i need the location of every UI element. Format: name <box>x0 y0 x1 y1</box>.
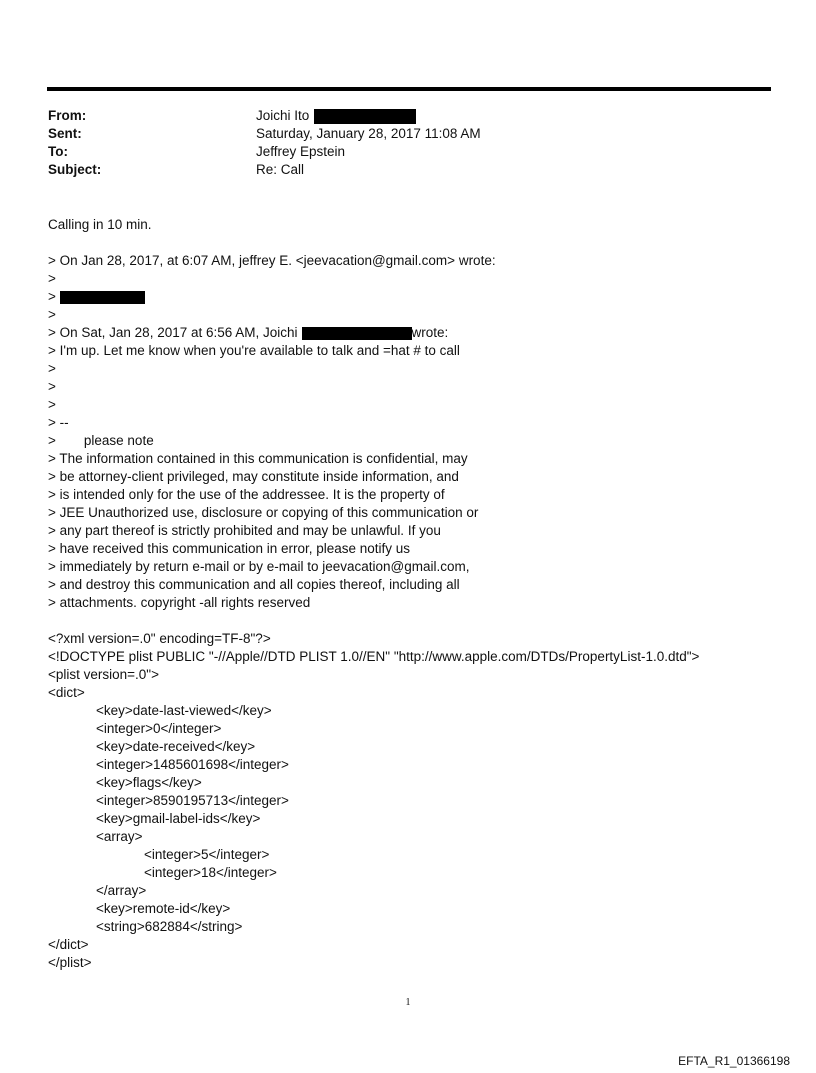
subject-row <box>48 161 481 179</box>
from-label: From: <box>48 108 87 123</box>
plist-line: <dict> <box>48 685 85 700</box>
redaction-box <box>60 291 145 304</box>
plist-line: <key>remote-id</key> <box>96 901 231 916</box>
disclaimer-line: > have received this communication in error, please notify us <box>48 541 411 556</box>
plist-line: <integer>18</integer> <box>144 865 277 880</box>
plist-line: <key>date-last-viewed</key> <box>96 703 272 718</box>
plist-line: <key>gmail-label-ids</key> <box>96 811 261 826</box>
please-note-line: > please note <box>48 433 154 448</box>
quoted-on-sat: > On Sat, Jan 28, 2017 at 6:56 AM, Joichi wrote: <box>48 325 449 340</box>
email-body <box>48 216 788 972</box>
plist-line: <?xml version=.0" encoding=TF-8"?> <box>48 631 271 646</box>
document-id: EFTA_R1_01366198 <box>678 1054 790 1068</box>
plist-line: <integer>8590195713</integer> <box>96 793 289 808</box>
disclaimer-line: > any part thereof is strictly prohibited and may be unlawful. If you <box>48 523 441 538</box>
to-row <box>48 143 481 161</box>
plist-line: </array> <box>96 883 147 898</box>
plist-line: <key>flags</key> <box>96 775 202 790</box>
quote-marker: > <box>48 307 56 322</box>
quote-marker: > <box>48 379 56 394</box>
quoted-redacted-line: > <box>48 288 788 306</box>
disclaimer-line: > immediately by return e-mail or by e-mail to jeevacation@gmail.com, <box>48 559 470 574</box>
quoted-header: > On Jan 28, 2017, at 6:07 AM, jeffrey E. <jeevacation@gmail.com> wrote: <box>48 253 496 268</box>
disclaimer-line: > JEE Unauthorized use, disclosure or copying of this communication or <box>48 505 479 520</box>
subject-label: Subject: <box>48 162 102 177</box>
plist-line: <array> <box>96 829 143 844</box>
plist-line: <integer>1485601698</integer> <box>96 757 289 772</box>
quote-marker: > <box>48 397 56 412</box>
sent-label: Sent: <box>48 126 82 141</box>
page-number: 1 <box>405 997 411 1008</box>
plist-line: <string>682884</string> <box>96 919 243 934</box>
quote-marker: > <box>48 361 56 376</box>
disclaimer-line: > is intended only for the use of the addressee. It is the property of <box>48 487 445 502</box>
plist-line: <!DOCTYPE plist PUBLIC "-//Apple//DTD PLIST 1.0//EN" "http://www.apple.com/DTDs/PropertyList-1.0.dtd"> <box>48 649 700 664</box>
disclaimer-line: > and destroy this communication and all copies thereof, including all <box>48 577 460 592</box>
email-header <box>48 107 481 179</box>
disclaimer-line: > be attorney-client privileged, may constitute inside information, and <box>48 469 459 484</box>
to-value: Jeffrey Epstein <box>256 144 346 159</box>
quoted-im-up: > I'm up. Let me know when you're available to talk and =hat # to call <box>48 343 460 358</box>
from-row <box>48 107 481 125</box>
disclaimer-line: > The information contained in this communication is confidential, may <box>48 451 468 466</box>
sent-row <box>48 125 481 143</box>
signature-separator: > -- <box>48 415 69 430</box>
quote-marker: > <box>48 271 56 286</box>
reply-text: Calling in 10 min. <box>48 217 152 232</box>
plist-line: <integer>5</integer> <box>144 847 270 862</box>
plist-line: <key>date-received</key> <box>96 739 256 754</box>
redaction-box <box>302 327 412 340</box>
header-rule <box>47 87 771 91</box>
plist-line: </dict> <box>48 937 89 952</box>
plist-line: </plist> <box>48 955 92 970</box>
subject-value: Re: Call <box>256 162 305 177</box>
sent-value: Saturday, January 28, 2017 11:08 AM <box>256 126 481 141</box>
from-value: Joichi Ito <box>256 108 310 123</box>
to-label: To: <box>48 144 68 159</box>
plist-line: <integer>0</integer> <box>96 721 222 736</box>
disclaimer-line: > attachments. copyright -all rights reserved <box>48 595 311 610</box>
redaction-box <box>314 109 416 124</box>
plist-line: <plist version=.0"> <box>48 667 159 682</box>
